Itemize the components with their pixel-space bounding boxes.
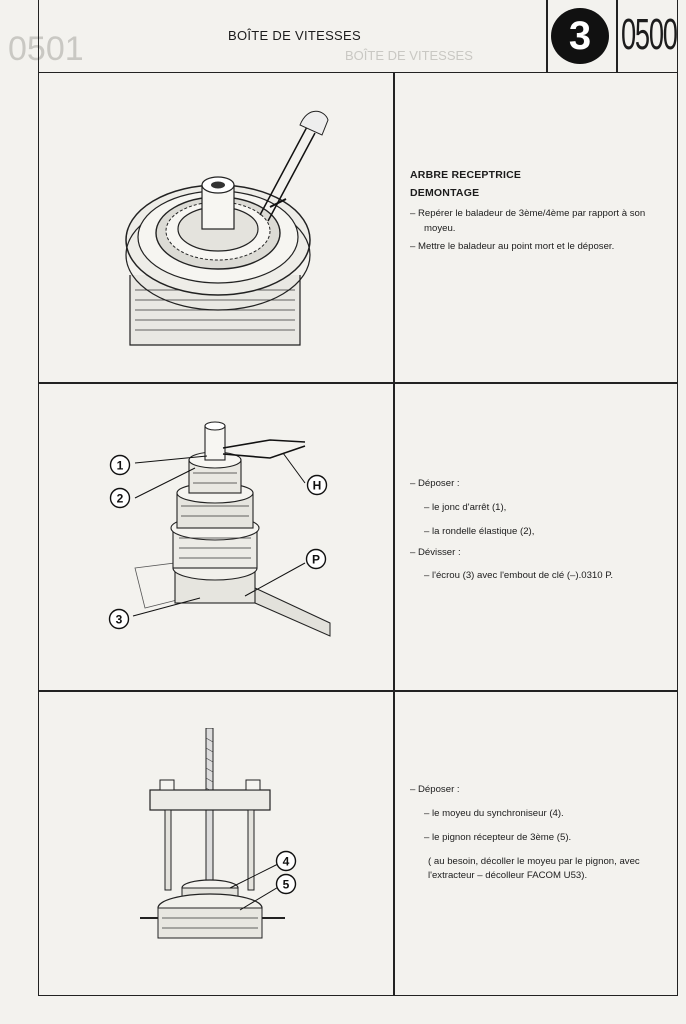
row-divider — [38, 382, 678, 384]
header-divider — [616, 0, 618, 72]
chapter-badge: 3 — [551, 8, 609, 64]
callout-label: 4 — [282, 854, 290, 869]
callout-label: 2 — [116, 491, 124, 506]
callout-4 — [275, 850, 297, 872]
section1-subheading: DEMONTAGE — [410, 187, 480, 200]
instruction-note: ( au besoin, décoller le moyeu par le pignon, avec l'extracteur – décolleur FACOM U53). — [428, 855, 640, 882]
callout-label: 5 — [282, 877, 290, 892]
instruction-line: – la rondelle élastique (2), — [424, 525, 535, 537]
instruction-line: – le jonc d'arrêt (1), — [424, 501, 507, 513]
gear-stack-illustration — [105, 418, 340, 653]
callout-1 — [109, 454, 131, 476]
section2-text — [410, 477, 672, 584]
callout-P — [305, 548, 327, 570]
instruction-line: – le moyeu du synchroniseur (4). — [424, 807, 564, 819]
header-divider — [546, 0, 548, 72]
page-code: 0500 — [621, 10, 677, 59]
row-divider — [38, 690, 678, 692]
callout-label: P — [311, 552, 321, 567]
instruction-line: – l'écrou (3) avec l'embout de clé (–).0310 P. — [424, 570, 614, 582]
callout-label: H — [312, 478, 322, 493]
callout-5 — [275, 873, 297, 895]
section1-text — [410, 166, 672, 255]
puller-illustration — [140, 728, 290, 953]
instruction-line: – Dévisser : — [410, 546, 461, 558]
instruction-line: – Déposer : — [410, 478, 460, 489]
callout-2 — [109, 487, 131, 509]
page-header — [38, 0, 678, 73]
ghost-header-code: 0501 — [8, 30, 84, 68]
instruction-line: – le pignon récepteur de 3ème (5). — [424, 831, 572, 843]
callout-H — [306, 474, 328, 496]
synchro-hub-illustration — [110, 95, 330, 375]
callout-label: 3 — [115, 612, 123, 627]
instruction-item: – Mettre le baladeur au point mort et le déposer. — [410, 241, 615, 253]
section3-text — [410, 783, 672, 884]
header-title: BOÎTE DE VITESSES — [228, 28, 361, 43]
section1-heading: ARBRE RECEPTRICE — [410, 169, 522, 181]
instruction-line: – Déposer : — [410, 784, 460, 795]
callout-3 — [108, 608, 130, 630]
column-divider — [393, 73, 395, 995]
callout-label: 1 — [116, 458, 124, 473]
instruction-item: – Repérer le baladeur de 3ème/4ème par rapport à son moyeu. — [410, 207, 646, 234]
ghost-header-text: BOÎTE DE VITESSES — [345, 48, 473, 63]
